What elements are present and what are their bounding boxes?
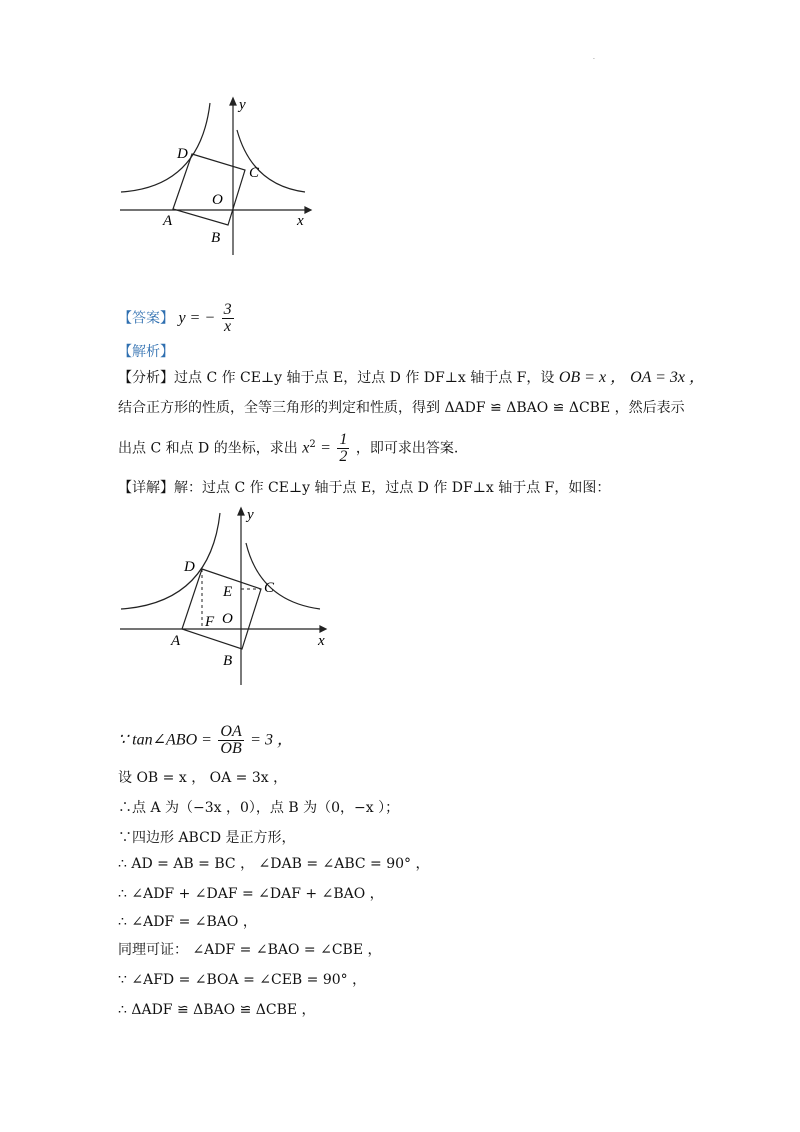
fenxi-l3a: 出点 C 和点 D 的坐标，求出 xyxy=(118,440,298,457)
step-1 xyxy=(118,724,293,757)
step-1-num: OA xyxy=(220,723,242,740)
label-D: D xyxy=(184,559,195,575)
step-8: 同理可证： ∠ADF = ∠BAO = ∠CBE ， xyxy=(118,942,382,958)
step-7: ∴ ∠ADF = ∠BAO ， xyxy=(118,914,257,930)
hyperbola-right-branch xyxy=(246,543,320,609)
stray-mark: · xyxy=(593,56,595,63)
label-D: D xyxy=(177,146,188,162)
label-x: x xyxy=(297,213,304,229)
answer-fraction xyxy=(222,302,234,335)
answer-tag: 【答案】 xyxy=(118,310,174,327)
label-y: y xyxy=(247,507,254,523)
fenxi-l3b: ，即可求出答案. xyxy=(355,440,459,457)
step-4: ∵四边形 ABCD 是正方形， xyxy=(118,830,296,846)
label-A: A xyxy=(163,213,173,229)
label-O: O xyxy=(212,192,223,208)
figure-2-coordinate-diagram xyxy=(115,505,330,690)
fenxi-l1b: OB = x ， OA = 3x ， xyxy=(558,369,706,386)
label-y: y xyxy=(239,97,246,113)
hyperbola-right-branch xyxy=(237,130,305,192)
x-axis-arrow xyxy=(305,207,311,213)
fenxi-tag: 【分析】 xyxy=(118,370,174,386)
step-9: ∵ ∠AFD = ∠BOA = ∠CEB = 90° ， xyxy=(118,972,367,988)
fenxi-den: 2 xyxy=(339,448,348,465)
fenxi-l3x: x xyxy=(302,439,310,457)
hyperbola-left-branch xyxy=(121,513,220,609)
square-ABCD xyxy=(182,569,261,649)
x-axis-arrow xyxy=(320,626,326,632)
fenxi-line-3 xyxy=(118,432,458,465)
answer-line xyxy=(118,302,236,335)
answer-num: 3 xyxy=(223,301,232,318)
xiangjie-text: 解：过点 C 作 CE⊥y 轴于点 E，过点 D 作 DF⊥x 轴于点 F，如图： xyxy=(174,480,611,496)
label-O: O xyxy=(222,611,233,627)
fenxi-line-1 xyxy=(118,368,705,388)
label-x: x xyxy=(318,633,325,649)
fenxi-l1a: 过点 C 作 CE⊥y 轴于点 E，过点 D 作 DF⊥x 轴于点 F，设 xyxy=(174,370,555,386)
label-C: C xyxy=(264,580,275,596)
step-1-post: = 3 ， xyxy=(250,731,293,749)
fenxi-line-2: 结合正方形的性质，全等三角形的判定和性质，得到 ΔADF ≌ ΔBAO ≌ ΔCBE ，然后表示 xyxy=(118,400,685,416)
fenxi-fraction xyxy=(337,432,349,465)
step-5: ∴ AD = AB = BC ， ∠DAB = ∠ABC = 90° ， xyxy=(118,856,430,872)
label-E: E xyxy=(223,584,233,600)
label-A: A xyxy=(171,633,181,649)
fenxi-l3eq: = xyxy=(320,439,331,457)
label-B: B xyxy=(211,230,221,246)
step-1-den: OB xyxy=(220,740,242,757)
label-B: B xyxy=(223,653,233,669)
label-F: F xyxy=(205,614,215,630)
step-6: ∴ ∠ADF + ∠DAF = ∠DAF + ∠BAO ， xyxy=(118,886,384,902)
step-1-pre: ∵ tan∠ABO = xyxy=(118,731,212,749)
step-2: 设 OB = x ， OA = 3x ， xyxy=(118,770,288,786)
xiangjie-line xyxy=(118,478,610,498)
step-3: ∴点 A 为（−3x ，0），点 B 为（0，−x ）； xyxy=(118,800,400,816)
fenxi-l3sup: 2 xyxy=(309,438,316,450)
answer-lhs: y = − xyxy=(178,309,216,327)
square-ABCD xyxy=(173,154,245,225)
label-C: C xyxy=(249,165,260,181)
answer-den: x xyxy=(224,318,232,335)
analysis-title: 【解析】 xyxy=(118,344,174,360)
fenxi-num: 1 xyxy=(339,431,348,448)
step-1-fraction xyxy=(218,724,243,757)
step-10: ∴ ΔADF ≌ ΔBAO ≌ ΔCBE ， xyxy=(118,1002,316,1018)
xiangjie-tag: 【详解】 xyxy=(118,480,174,496)
hyperbola-left-branch xyxy=(121,103,210,192)
y-axis-arrow xyxy=(230,98,236,105)
y-axis-arrow xyxy=(238,508,244,515)
figure-1-coordinate-diagram xyxy=(115,95,315,265)
